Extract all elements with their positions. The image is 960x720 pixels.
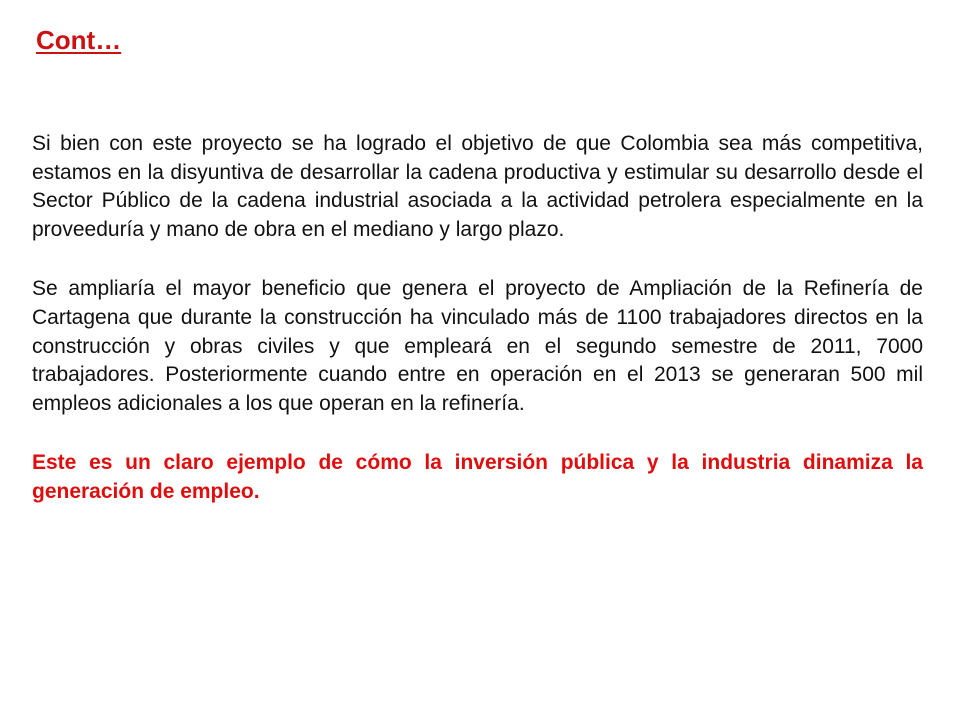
paragraph-refinery-benefits: Se ampliaría el mayor beneficio que genera el proyecto de Ampliación de la Refinería de Cartagena que durante la construcción ha vinculado más de 1100 trabajadores directos en la construcción y obras civiles y que empleará en el segundo semestre de 2011, 7000 trabajadores. Posteriormente cuando entre en operación en el 2013 se generaran 500 mil empleos adicionales a los que operan en la refinería. xyxy=(32,277,923,415)
paragraph-project-context: Si bien con este proyecto se ha logrado el objetivo de que Colombia sea más competitiva, estamos en la disyuntiva de desarrollar la cadena productiva y estimular su desarrollo desde el Sector Público de la cadena industrial asociada a la actividad petrolera especialmente en la proveeduría y mano de obra en el mediano y largo plazo. xyxy=(32,132,923,241)
slide-title: Cont… xyxy=(36,25,122,55)
paragraph-conclusion: Este es un claro ejemplo de cómo la inversión pública y la industria dinamiza la generación de empleo. xyxy=(32,451,923,503)
slide-body xyxy=(32,130,923,507)
